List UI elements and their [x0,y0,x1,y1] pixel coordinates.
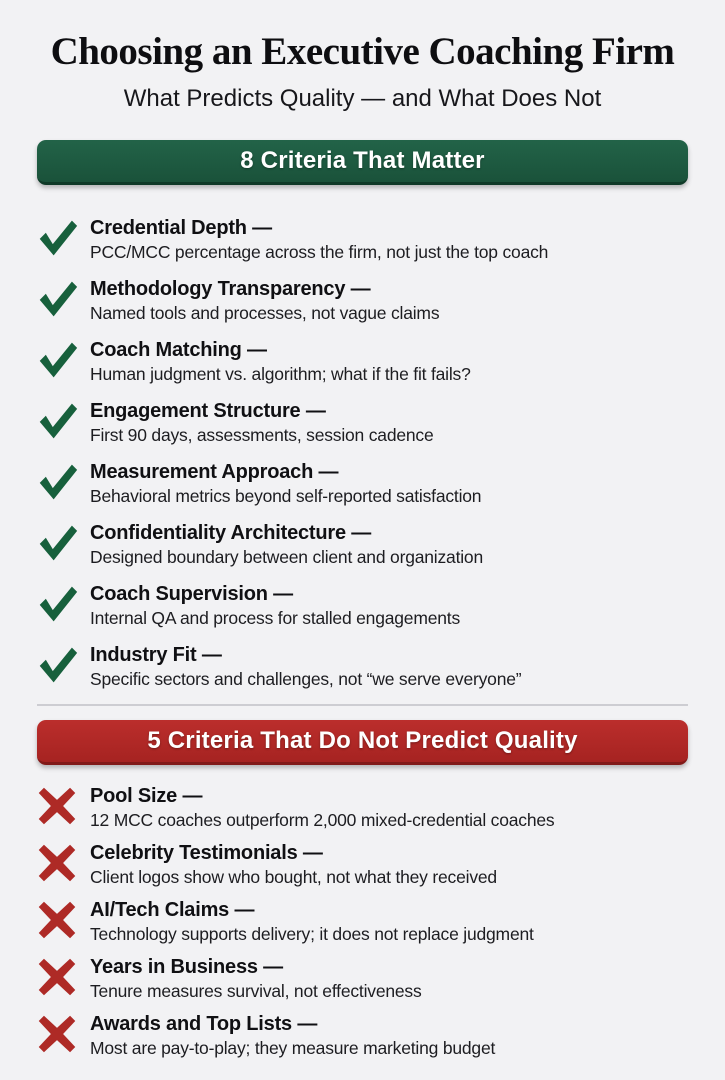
section-criteria-that-do-not-predict [37,784,688,1060]
check-icon [37,643,90,685]
item-description: Human judgment vs. algorithm; what if the fit fails? [90,364,471,385]
check-icon [37,399,90,441]
list-item [37,582,688,630]
check-icon [37,216,90,258]
item-description: Most are pay-to-play; they measure marketing budget [90,1038,496,1059]
item-heading: Engagement Structure — [90,400,326,423]
banner-label: 8 Criteria That Matter [240,147,485,175]
item-heading: Celebrity Testimonials — [90,842,323,865]
check-icon [37,338,90,380]
check-icon [37,582,90,624]
list-item [37,216,688,264]
list-item [37,460,688,508]
check-icon [37,460,90,502]
item-description: 12 MCC coaches outperform 2,000 mixed-credential coaches [90,810,555,831]
list-item [37,399,688,447]
item-description: Specific sectors and challenges, not “we serve everyone” [90,669,522,690]
cross-icon [37,898,90,940]
item-description: Internal QA and process for stalled engagements [90,608,460,629]
item-description: Tenure measures survival, not effectiveness [90,981,422,1002]
list-item [37,898,688,946]
section-criteria-that-matter [37,216,688,691]
item-description: PCC/MCC percentage across the firm, not just the top coach [90,242,549,263]
item-heading: Measurement Approach — [90,461,339,484]
list-item [37,784,688,832]
list-item [37,841,688,889]
page-subtitle: What Predicts Quality — and What Does Not [123,84,602,112]
item-heading: Methodology Transparency — [90,278,371,301]
section-banner-criteria-that-do-not-predict [37,720,688,765]
list-item [37,277,688,325]
item-heading: Industry Fit — [90,644,222,667]
item-description: Designed boundary between client and organization [90,547,483,568]
list-item [37,643,688,691]
section-banner-criteria-that-matter [37,140,688,185]
item-heading: Confidentiality Architecture — [90,522,372,545]
item-heading: Awards and Top Lists — [90,1013,318,1036]
item-description: First 90 days, assessments, session cadence [90,425,434,446]
item-description: Named tools and processes, not vague claims [90,303,440,324]
list-item [37,338,688,386]
item-heading: Years in Business — [90,956,283,979]
section-divider [37,704,688,706]
item-description: Client logos show who bought, not what they received [90,867,497,888]
list-item [37,1012,688,1060]
item-heading: Coach Matching — [90,339,267,362]
banner-label: 5 Criteria That Do Not Predict Quality [147,727,578,755]
item-heading: AI/Tech Claims — [90,899,255,922]
list-item [37,955,688,1003]
cross-icon [37,784,90,826]
item-heading: Coach Supervision — [90,583,293,606]
cross-icon [37,955,90,997]
page-title: Choosing an Executive Coaching Firm [50,30,675,73]
item-description: Technology supports delivery; it does not replace judgment [90,924,534,945]
item-heading: Credential Depth — [90,217,272,240]
check-icon [37,277,90,319]
cross-icon [37,841,90,883]
check-icon [37,521,90,563]
item-description: Behavioral metrics beyond self-reported satisfaction [90,486,482,507]
list-item [37,521,688,569]
cross-icon [37,1012,90,1054]
item-heading: Pool Size — [90,785,203,808]
